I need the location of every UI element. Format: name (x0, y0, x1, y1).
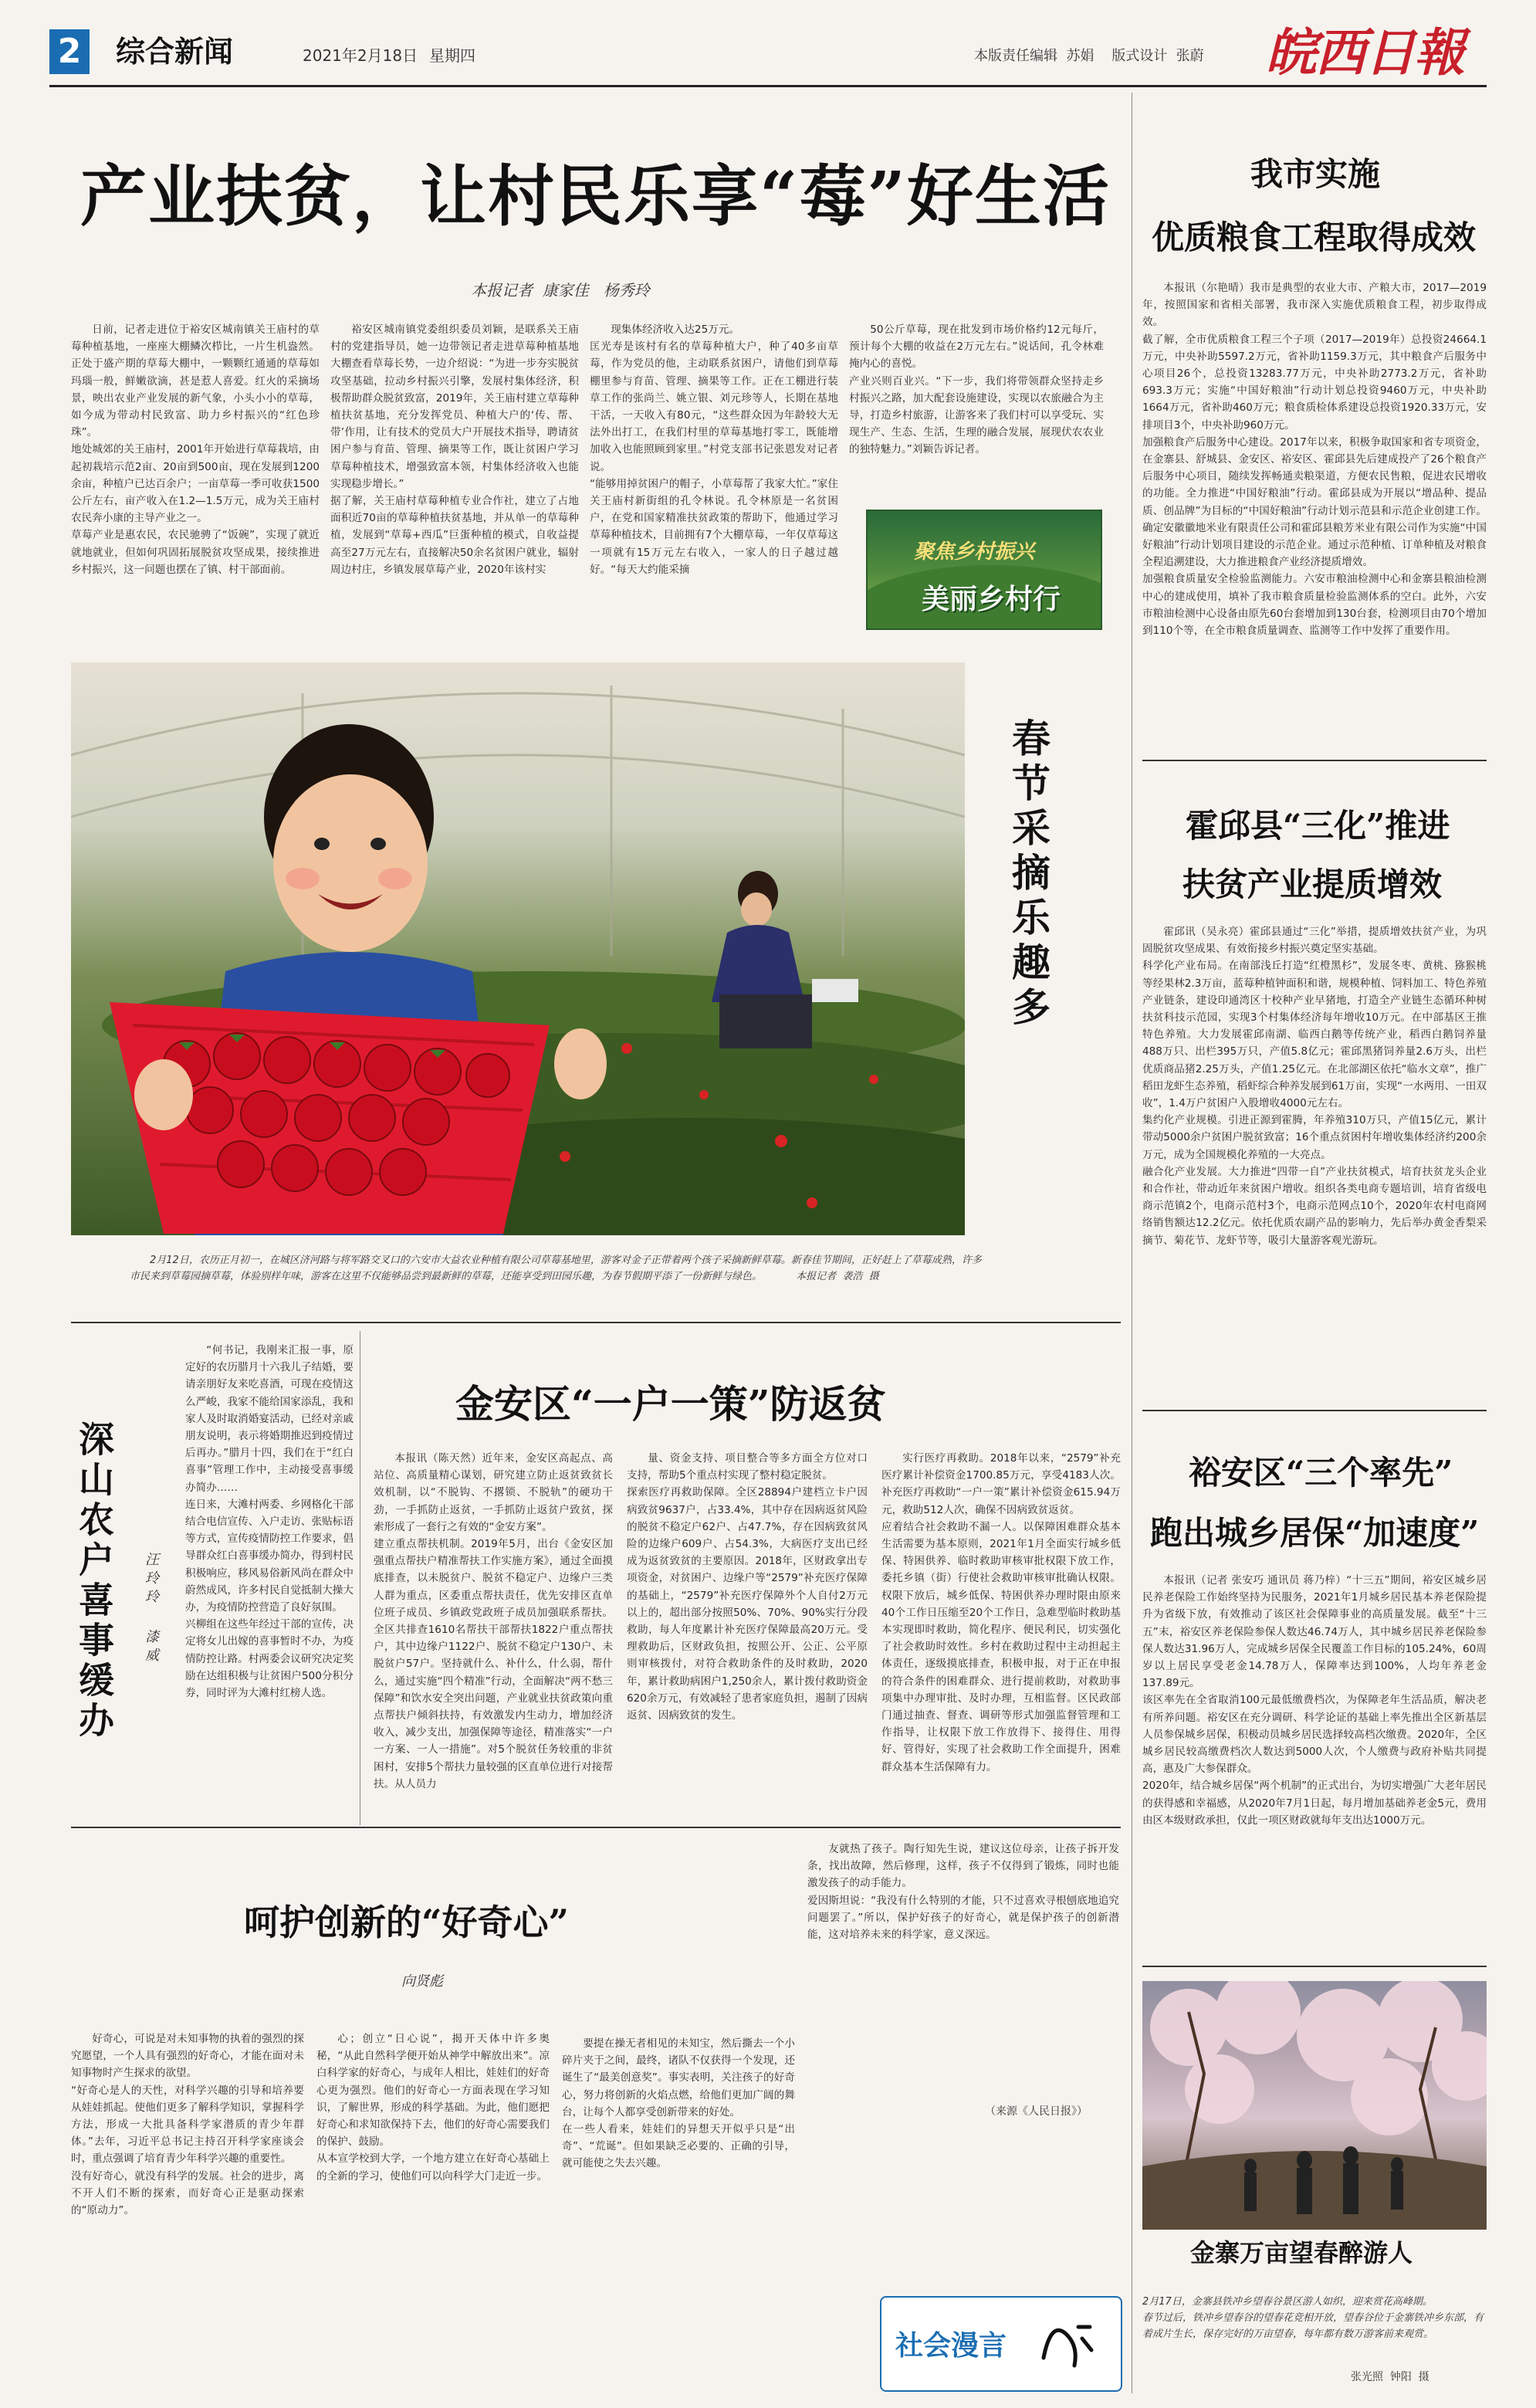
lead-col3-text: 现集体经济收入达25万元。 匡光寿是该村有名的草莓种植大户，种了40多亩草莓，作为党员的他，主动联系贫困户，请他们到草莓棚里参与育苗、管理、摘果等工作。正在工棚进行装草工作的张尚兰、姚立银、刘元珍等人，长期在基地干活，一天收入有80元，“这些群众因为年龄较大无法外出打工，在我们村里的草莓基地打零工，既能增加收入也能照顾到家里。”村党支部书记张恩发对记者说。 “能够用掉贫困户的帽子，小草莓帮了我家大忙。”家住关王庙村新街组的孔令林说。孔令林原是一名贫困户，在党和国家精准扶贫政策的帮助下，他通过学习草莓种植技术，目前拥有7个大棚草莓，一年仅草莓这一项就有15万元左右收入，一家人的日子越过越好。“每天大约能采摘 (590, 323, 838, 576)
right3-body-text: 本报讯（记者 张安巧 通讯员 蒋乃梓）“十三五”期间，裕安区城乡居民养老保险工作始终坚持为民服务，2021年1月城乡居民基本养老保险提升为省级下放，有效推动了该区社会保障事业的高质量发展。截至“十三五”末，裕安区养老保险参保人数达46.74万人，其中城乡居民养老保险参保人数达31.96万人，完成城乡居保全民覆盖工作目标的105.24%，60周岁以上居民享受老金14.78万人，保障率达到100%，人均年养老金137.89元。 该区率先在全省取消100元最低缴费档次，为保障老年生活品质，解决老有所养问题。裕安区在充分调研、科学论证的基础上率先推出全区新基层人员参保城乡居保，积极动员城乡居民选择较高档次缴费。2020年，全区城乡居民较高缴费档次人数达到5000人次，个人缴费与政府补贴共同提高，惠及广大参保群众。 2020年，结合城乡居保“两个机制”的正式出台，为切实增强广大老年居民的获得感和幸福感，从2020年7月1日起，每月增加基础养老金5元，费用由区本级财政承担，仅此一项区财政就每年支出达1000万元。 (1142, 1574, 1487, 1827)
blossom-illustration (1142, 1981, 1487, 2230)
mid-left-body-text: “何书记，我刚来汇报一事，原定好的农历腊月十六我儿子结婚，要请亲朋好友来吃喜酒，可现在疫情这么严峻，我家不能给国家添乱，我和家人及时取消婚宴活动，已经对亲戚朋友说明，表示将婚期推迟到疫情过后再办。”腊月十四，我们在于“红白喜事”管理工作中，主动接受喜事缓办简办…… 连日来，大滩村两委、乡网格化干部结合电信宣传、入户走访、张贴标语等方式，宣传疫情防控工作要求，倡导群众红白喜事缓办简办，得到村民积极响应，移风易俗新风尚在群众中蔚然成风，许多村民自觉抵制大操大办，为疫情防控营造了良好氛围。 兴柳组在这些年经过干部的宣传，决定将女儿出嫁的喜事暂时不办，为疫情防控让路。村两委会议研究决定奖励在达组积极与让贫困户500分积分券，同时评为大滩村红榜人选。 (185, 1344, 354, 1700)
bottom-column-3 (562, 1858, 795, 2379)
bottom-author: 向贤彪 (401, 1973, 443, 1990)
badge-line2: 美丽乡村行 (922, 583, 1061, 615)
bottom-column-2 (316, 2030, 550, 2379)
page-number: 2 (57, 32, 82, 71)
issue-date: 2021年2月18日 (303, 46, 418, 65)
mid-center-col1-text: 本报讯（陈天然）近年来，金安区高起点、高站位、高质量精心谋划，研究建立防止返贫致贫长效机制，以“不脱钩、不撂锁、不脱轨”的硬功干劲，一手抓防止返贫，一手抓防止返贫户致贫，探索形成了一套行之有效的“金安方案”。 建立重点帮扶机制。2019年5月，出台《金安区加强重点帮扶户精准帮扶工作实施方案》，通过全面摸底排查，以未脱贫户、脱贫不稳定户、边缘户三类人群为重点，区委重点帮扶责任，优先安排区直单位班子成员、乡镇政党政班子成员加强联系帮扶。全区共排查1610名帮扶干部帮扶1822户重点帮扶户，其中边缘户1122户、脱贫不稳定户130户、未脱贫户57户。坚持就什么、补什么，什么弱，帮什么，通过实施“四个精准”行动，全面解决“两不愁三保障”和饮水安全突出问题，产业就业扶贫政策向重点帮扶户倾斜扶持，有效激发内生动力，增加经济收入，减少支出，加强保障等途径，精准落实“一户一方案、一人一措施”。对5个脱贫任务较重的非贫困村，安排5个帮扶力量较强的区直单位进行对接帮扶。从人员力 (374, 1452, 613, 1790)
right-photo-caption (1142, 2278, 1487, 2358)
bottom-col4-text: 友就热了孩子。陶行知先生说，建议这位母亲，让孩子拆开发条，找出故障，然后修理，这样，孩子不仅得到了锻炼，同时也能激发孩子的动手能力。 爱因斯坦说：“我没有什么特别的才能，只不过喜欢寻根刨底地追究问题罢了。”所以，保护好孩子的好奇心，就是保护孩子的创新潜能，这对培养未来的科学家，意义深远。 (807, 1843, 1119, 1942)
photo-caption (130, 1252, 985, 1317)
cartoon-scribble-icon (1036, 2311, 1098, 2373)
badge-line1: 聚焦乡村振兴 (914, 540, 1035, 564)
lead-byline: 本报记者 康家佳 杨秀玲 (471, 281, 650, 300)
masthead (0, 0, 1536, 100)
right3-headline-1: 裕安区“三个率先” (1189, 1454, 1453, 1492)
mid-center-col2-text: 量、资金支持、项目整合等多方面全方位对口支持，帮助5个重点村实现了整村稳定脱贫。 探索医疗再救助保障。全区28894户建档立卡户因病致贫9637户，占33.4%，其中存在因病返贫风险的脱贫不稳定户62户、占47.7%，存在因病致贫风险的边缘户609户、占54.3%，大病医疗支出已经成为返贫致贫的主要原因。2018年，区财政拿出专项资金，对贫困户、边缘户等“2579”补充医疗保障的基础上，“2579”补充医疗保障外个人自付2万元以上的，超出部分按照50%、70%、90%实行分段救助，每人年度累计补充医疗保障最高20万元。受理救助后，区财政负担，按照公开、公正、公平原则审核拨付，对符合救助条件的及时救助，2020年，累计救助病困户1,250余人，累计拨付救助资金620余万元，有效减轻了患者家庭负担，遏制了因病返贫、因病致贫的发生。 (627, 1452, 868, 1722)
right3-headline-2: 跑出城乡居保“加速度” (1150, 1514, 1480, 1552)
bottom-col3-text: 要提在操无者相见的未知宝，然后撕去一个小碎片夹于之间，最终，诸队不仅获得一个发现，还诞生了“最美创意奖”。事实表明，关注孩子的好奇心，努力将创新的火焰点燃，给他们更加广阔的舞台，让每个人都享受创新带来的好处。 在一些人看来，娃娃们的异想天开似乎只是“出奇”、“荒诞”。但如果缺乏必要的、正确的引导，就可能使之失去兴趣。 (562, 2037, 795, 2170)
bottom-headline: 呵护创新的“好奇心” (244, 1902, 569, 1943)
mid-left-headline: 深山农户喜事缓办 (73, 1421, 115, 1742)
bottom-column-1 (71, 2030, 304, 2379)
right2-body-text: 霍邱讯（吴永亮）霍邱县通过“三化”举措，提质增效扶贫产业，为巩固脱贫攻坚成果、有效衔接乡村振兴奠定坚实基础。 科学化产业布局。在南部浅丘打造“红橙黑杉”，发展冬枣、黄桃、猕猴桃等经果林2.3万亩，蓝莓种植钟面积和谐，规模种植、饲料加工、特色养殖产业链条，建设印通湾区十校种产业早猪地，打造全产业链生态循环种树扶贫科技示范园，实现3个村集体经济每年增收10万元。在中部基区王推特色养殖。大力发展霍邱南湖、临西白鹅等传统产业，稻西白鹅饲养量488万只、出栏395万只，产值5.8亿元；霍邱黑猪饲养量2.6万头，出栏优质商品猪2.25万头，产值1.25亿元。在北部湖区依托“临水文章”，推广稻田龙虾生态养殖，稻虾综合种养发展到61万亩，实现“一水两用、一田双收”，1.4万户贫困户入股增收4000元左右。 集约化产业规模。引进正源到霍腾，年养殖310万只，产值15亿元，累计带动5000余户贫困户脱贫致富；16个重点贫困村年增收集体经济约200余万元，成为全国规模化养殖的一大亮点。 融合化产业发展。大力推进“四带一自”产业扶贫模式，培育扶贫龙头企业和合作社，带动近年来贫困户增收。组织各类电商专题培训，培育省级电商示范镇2个，电商示范村3个，电商示范网点10个，2020年农村电商网络销售额达12.2亿元。依托优质农副产品的影响力，先后举办黄金香梨采摘节、菊花节、龙虾节等，吸引大量游客观光游玩。 (1142, 926, 1487, 1247)
right3-bottom-rule (1142, 1966, 1487, 1967)
right3-body (1142, 1572, 1487, 1961)
lead-bottom-rule (71, 1322, 1121, 1323)
right2-headline-1: 霍邱县“三化”推进 (1186, 807, 1450, 845)
right1-body-text: 本报讯（尔艳晴）我市是典型的农业大市、产粮大市，2017—2019年，按照国家和省相关部署，我市深入实施优质粮食工程，初步取得成效。 截了解，全市优质粮食工程三个子项（2017—2019年）总投资24664.1万元，中央补助5597.2万元，省补助1159.3万元，其中粮食产后服务中心项目26个，总投资13283.77万元，中央补助2773.2万元，省补助693.3万元；实施“中国好粮油”行动计划总投资9460万元，中央补助1664万元，省补助460万元；粮食质检体系建设总投资1920.33万元，安排项目3个，中央补助960万元。 加强粮食产后服务中心建设。2017年以来，积极争取国家和省专项资金，在金寨县、舒城县、金安区、裕安区、霍邱县先后建成投产了26个粮食产后服务中心项目，随续发挥畅通卖粮渠道，方便农民售粮，促进农民增收的功能。全力推进“中国好粮油”行动。霍邱县成为开展以“增品种、提品质、创品牌”为目标的“中国好粮油”行动计划示范县和示范企业创建工作。确定安徽徽地米业有限责任公司和霍邱县粮芳米业有限公司作为实施“中国好粮油”行动计划项目建设的示范企业。通过示范种植、订单种植及对粮食全程追溯建设，大力推进粮食产业经济提质增效。 加强粮食质量安全检验监测能力。六安市粮油检测中心和金寨县粮油检测中心的建成使用，填补了我市粮食质量检验监测体系的空白。此外，六安市粮油检测中心设备由原先60台套增加到130台套，检测项目由70个增加到110个等，在全市粮食质量调查、监测等工作中发挥了重要作用。 (1142, 282, 1487, 638)
photo-illustration (71, 662, 965, 1235)
bottom-column-4 (807, 1841, 1119, 2103)
right-photo-caption-text: 2月17日，金寨县铁冲乡望春谷景区游人如织，迎来赏花高峰期。 春节过后，铁冲乡望春谷的望春花竞相开放，望春谷位于金寨铁冲乡东部，有着成片生长，保存完好的万亩望春，每年都有数万游客前来观赏。 (1142, 2296, 1484, 2340)
mid-center-headline: 金安区“一户一策”防返贫 (455, 1381, 886, 1427)
cartoon-label: 社会漫言 (895, 2329, 1007, 2362)
issue-weekday: 星期四 (429, 46, 475, 65)
lead-column-1 (71, 321, 320, 649)
right2-headline-2: 扶贫产业提质增效 (1182, 865, 1443, 903)
mid-center-col3-text: 实行医疗再救助。2018年以来，“2579”补充医疗累计补偿资金1700.85万元，享受4183人次。补充医疗再救助“一户一策”累计补偿资金615.94万元，救助512人次，确保不因病致贫返贫。 应着结合社会救助不漏一人。以保障困难群众基本生活需要为基本原则，2021年1月全面实行城乡低保、特困供养、临时救助审核审批权限下放工作，委托乡镇（街）行使社会救助审核审批确认权限。权限下放后，城乡低保、特困供养办理时限由原来40个工作日压缩至20个工作日，急难型临时救助基本实现即时救助，简化程序、便民利民，切实强化了社会救助时效性。乡村在救助过程中主动担起主体责任，逐级摸底排查，积极申报，对于正在申报的符合条件的困难群众、进行提前救助，对救助事项集中办理审批、及时办理，互相监督。区民政部门通过抽查、督查、调研等形式加强监督管理和工作指导，让权限下放工作放得下、接得住、用得好、管得好，实现了社会救助工作全面提升，困难群众基本生活保障有力。 (881, 1452, 1121, 1773)
bottom-col2-text: 心；创立“日心说”，揭开天体中许多奥秘，“从此自然科学便开始从神学中解放出来”。凉白科学家的好奇心，与成年人相比，娃娃们的好奇心更为强烈。他们的好奇心一方面表现在学习知识，了解世界，形成的科学基础。为此，他们愿把好奇心和求知欲保持下去，他们的好奇心需要我们的保护、鼓励。 从本宣学校到大学，一个地方建立在好奇心基础上的全新的学习，使他们可以向科学大门走近一步。 (316, 2033, 550, 2183)
right2-bottom-rule (1142, 1410, 1487, 1411)
lead-col2-text: 裕安区城南镇党委组织委员刘颖，是联系关王庙村的党建指导员，她一边带领记者走进草莓种植基地大棚查看草莓长势，一边介绍说：“为进一步夯实脱贫攻坚基础，拉动乡村振兴引擎，发展村集体经济，积极帮助群众脱贫致富，2019年，关王庙村建立草莓种植扶贫基地，充分发挥党员、种植大户的‘传、帮、带’作用，让有技术的党员大户开展技术指导，聘请贫困户参与育苗、管理、摘果等工作，既让贫困户学习草莓种植技术，增强致富本领，村集体经济收入也能实现稳步增长。” 据了解，关王庙村草莓种植专业合作社，建立了占地面积近70亩的草莓种植扶贫基地，并从单一的草莓种植，发展到“草莓+西瓜”巨蛋种植的模式，自收益提高至27万元左右，直接解决50余名贫困户就业，辐射周边村庄，乡镇发展草莓产业，2020年该村实 (330, 323, 579, 576)
lead-headline: 产业扶贫，让村民乐享“莓”好生活 (80, 157, 1111, 235)
photo-side-title: 春节采摘乐趣多 (1006, 718, 1051, 1031)
mid-left-text-block (185, 1342, 354, 1763)
mid-center-column-1 (374, 1450, 613, 1817)
right2-body (1142, 923, 1487, 1397)
lead-column-4 (849, 321, 1104, 497)
newspaper-logo: 皖西日報 (1266, 22, 1463, 83)
masthead-rule (49, 85, 1487, 87)
lead-col1-text: 日前，记者走进位于裕安区城南镇关王庙村的草莓种植基地，一座座大棚鳞次栉比，一片生机盎然。正处于盛产期的草莓大棚中，一颗颗红通通的草莓如玛瑙一般，鲜嫩欲滴，甚是惹人喜爱。红火的采摘场景，映出农业产业发展的新气象，小头小小的草莓，如今成为带动村民致富、助力乡村振兴的“红色珍珠”。 地处城郊的关王庙村，2001年开始进行草莓栽培，由起初栽培示范2亩、20亩到500亩，现在发展到1200余亩，种植户已达百余户；一亩草莓一季可收获1500公斤左右，亩产收入在1.2—1.5万元，成为关王庙村农民奔小康的主导产业之一。 草莓产业是惠农民，农民驰骋了“饭碗”，实现了就近就地就业，但如何巩固拓展脱贫攻坚成果，接续推进乡村振兴，这一问题也摆在了镇、村干部面前。 (71, 323, 320, 576)
jinzhai-photo (1142, 1981, 1487, 2230)
editor-credits: 本版责任编辑 苏娟 版式设计 张蔚 (974, 48, 1204, 64)
mid-bottom-rule (71, 1827, 1121, 1828)
right1-headline-2: 优质粮食工程取得成效 (1152, 218, 1477, 256)
right1-headline-1: 我市实施 (1250, 155, 1381, 193)
lead-column-3 (590, 321, 838, 649)
right-photo-credit: 张光照 钟阳 摄 (1351, 2371, 1429, 2383)
series-badge (866, 510, 1102, 630)
lead-column-2 (330, 321, 579, 649)
mid-center-column-3 (881, 1450, 1121, 1817)
bottom-source: （来源《人民日报》） (985, 2105, 1088, 2118)
lead-col4-text: 50公斤草莓，现在批发到市场价格约12元每斤，预计每个大棚的收益在2万元左右。”说话间，孔令林难掩内心的喜悦。 产业兴则百业兴。“下一步，我们将带领群众坚持走乡村振兴之路，加大配套设施建设，实现以农旅融合为主导，打造乡村旅游，让游客来了我们村可以享受玩、实现生产、生态、生活，生理的融合发展，展现伏农农业的独特魅力。”刘颖告诉记者。 (849, 323, 1104, 456)
bottom-col1-text: 好奇心，可说是对未知事物的执着的强烈的探究愿望，一个人具有强烈的好奇心，才能在面对未知事物时产生探求的欲望。 “好奇心是人的天性，对科学兴趣的引导和培养要从娃娃抓起。使他们更多了解科学知识，掌握科学方法，形成一大批具备科学家潜质的青少年群体。”去年，习近平总书记主持召开科学家座谈会时，重点强调了培育青少年科学兴趣的重要性。 没有好奇心，就没有科学的发展。社会的进步，离不开人们不断的探索，而好奇心正是驱动探索的“原动力”。 (71, 2033, 304, 2217)
strawberry-photo (71, 662, 965, 1235)
page-number-box (49, 29, 90, 74)
photo-caption-text: 2月12日，农历正月初一，在城区济河路与将军路交叉口的六安市大益农业种植有限公司草莓基地里，游客对金子正带着两个孩子采摘新鲜草莓。新春佳节期间，正好赶上了草莓成熟，许多市民来到草莓园摘草莓，体验别样年味，游客在这里不仅能够品尝到最新鲜的草莓，还能享受到田园乐趣，为春节假期平添了一份新鲜与绿色。 (130, 1255, 982, 1282)
mid-left-author-1: 汪玲玲 (143, 1552, 159, 1607)
right1-bottom-rule (1142, 760, 1487, 761)
photo-caption-credit: 本报记者 袭浩 摄 (796, 1271, 879, 1282)
mid-center-column-2 (627, 1450, 868, 1817)
right-photo-title: 金寨万亩望春醉游人 (1190, 2238, 1413, 2267)
cartoon-box (880, 2296, 1122, 2392)
mid-left-author-2: 漆威 (143, 1629, 159, 1666)
right1-body (1142, 279, 1487, 743)
section-name: 综合新闻 (116, 34, 234, 69)
